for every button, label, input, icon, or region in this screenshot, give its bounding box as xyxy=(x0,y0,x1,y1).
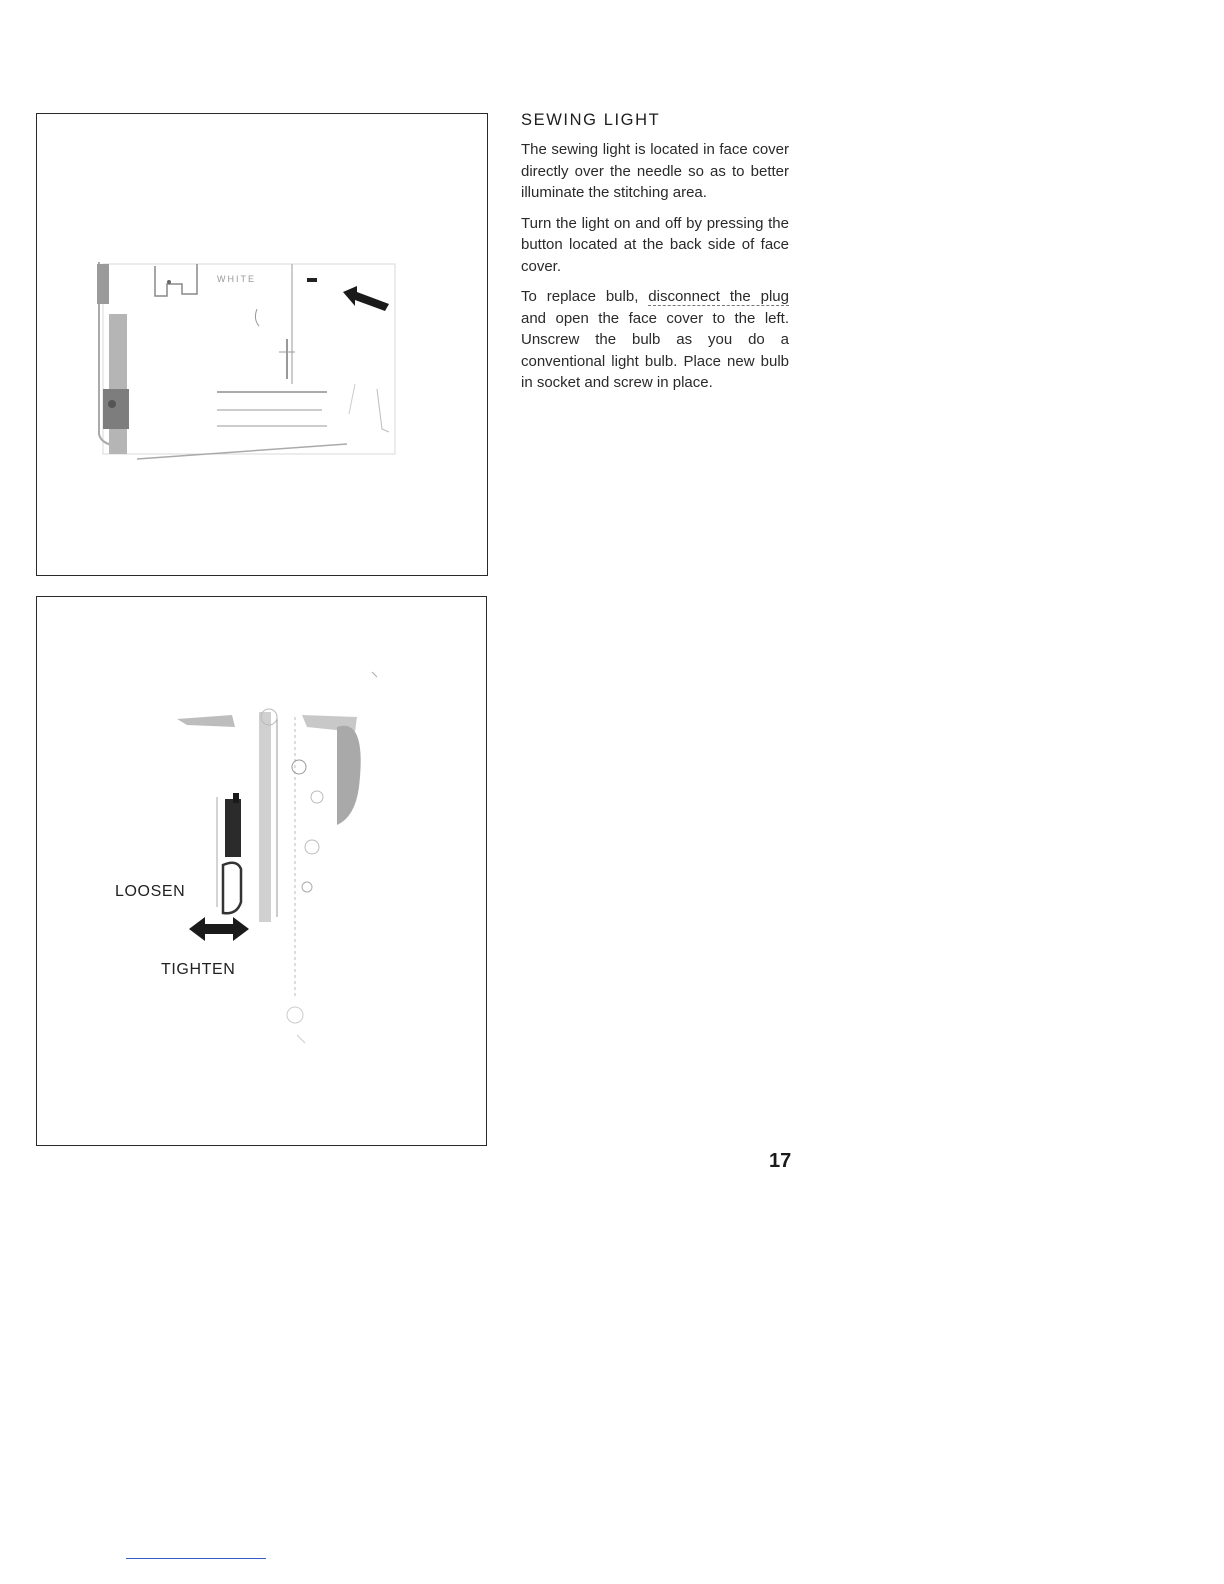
instructions-column xyxy=(521,111,789,403)
figure-sewing-machine xyxy=(36,113,488,576)
section-title: SEWING LIGHT xyxy=(521,111,661,129)
label-tighten: TIGHTEN xyxy=(161,961,236,978)
label-loosen: LOOSEN xyxy=(115,883,186,900)
sewing-machine-illustration xyxy=(37,114,489,577)
face-cover-illustration xyxy=(37,597,488,1147)
paragraph-location: The sewing light is located in face cover directly over the needle so as to better illuminate the stitching area. xyxy=(521,141,789,201)
figure-face-cover-screw xyxy=(36,596,487,1146)
face-cover-panel xyxy=(337,726,361,825)
paragraph-replace-rest: and open the face cover to the left. Unscrew the bulb as you do a conventional light bulb. Place new bulb in socket and screw in place. xyxy=(521,309,789,391)
brand-logo-text: WHITE xyxy=(217,274,256,284)
paragraph-replace-underlined: disconnect the plug xyxy=(648,288,789,305)
machine-left-side xyxy=(109,314,127,454)
loosen-tighten-arrow-icon xyxy=(189,917,249,941)
paragraph-switch: Turn the light on and off by pressing the button located at the back side of face cover. xyxy=(521,214,789,275)
dial-panel xyxy=(103,389,129,429)
page-number: 17 xyxy=(769,1150,792,1172)
paragraph-replace-bulb xyxy=(521,286,789,394)
pointer-arrow-icon xyxy=(343,286,389,311)
handwheel xyxy=(97,264,109,304)
paragraph-replace-lead: To replace bulb, xyxy=(521,288,649,305)
footer-rule xyxy=(126,1558,266,1559)
bulb-outline xyxy=(223,863,241,914)
screw-slot xyxy=(225,799,241,857)
light-button xyxy=(307,278,317,282)
